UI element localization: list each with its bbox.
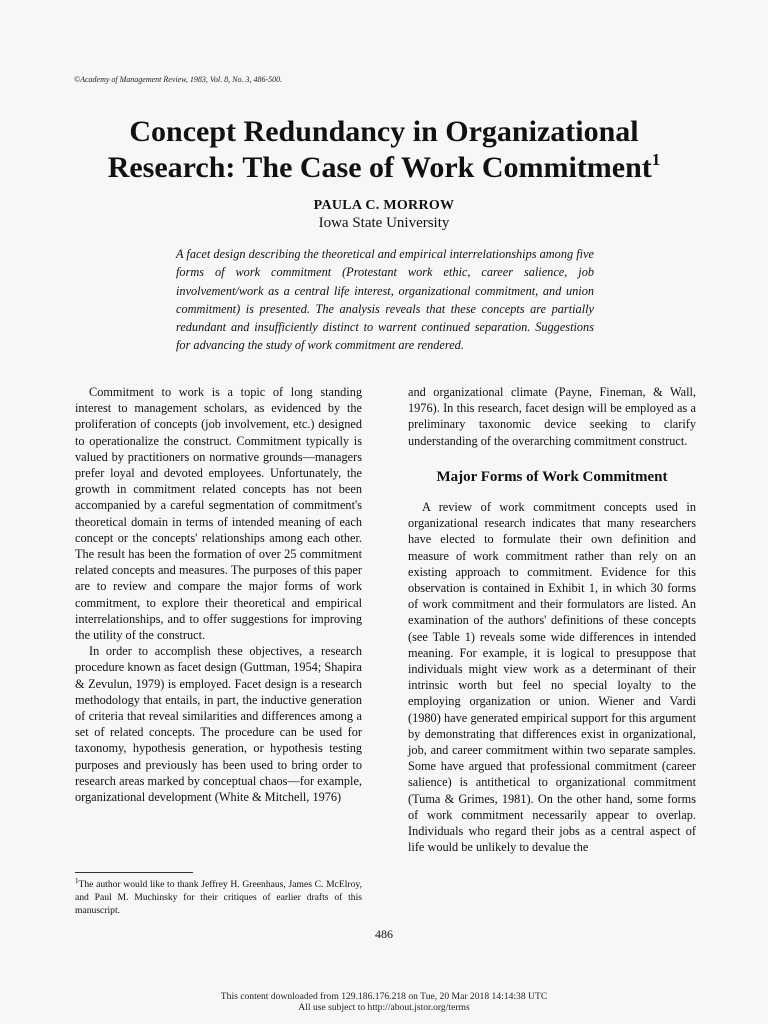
download-notice — [0, 992, 768, 1013]
body-paragraph: In order to accomplish these objectives, a research procedure known as facet design (Guttman, 1954; Shapira & Zevulun, 1979) is employed. Facet design is a research methodology that entails, in part, the inductive generation of criteria that reveal similarities and differences among a set of related concepts. The procedure can be used for taxonomy, hypothesis generation, or hypothesis testing purposes and previously has been used to bring order to research areas marked by conceptual chaos—for example, organizational development (White & Mitchell, 1976) — [75, 644, 362, 805]
body-paragraph: Commitment to work is a topic of long standing interest to management scholars, as evidenced by the proliferation of concepts (job involvement, etc.) designed to operationalize the construct. Commitment typically is valued by practitioners on normative grounds—managers prefer loyal and devoted employees. Unfortunately, the growth in commitment related concepts has not been accompanied by a careful segmentation of commitment's theoretical domain in terms of intended meaning of each concept or the concepts' relationships among each other. The result has been the formation of over 25 commitment related concepts and measures. The purposes of this paper are to review and compare the major forms of work commitment, to explore their theoretical and empirical interrelationships, and to offer suggestions for improving the utility of the construct. — [75, 385, 362, 643]
right-column — [408, 384, 696, 855]
title-line-2: Research: The Case of Work Commitment — [107, 151, 652, 184]
download-line-1: This content downloaded from 129.186.176.218 on Tue, 20 Mar 2018 14:14:38 UTC — [220, 991, 548, 1002]
body-paragraph: and organizational climate (Payne, Fineman, & Wall, 1976). In this research, facet design will be employed as a preliminary taxonomic device seeking to clarify understanding of the overarching commitment construct. — [408, 385, 696, 448]
footnote-text: The author would like to thank Jeffrey H. Greenhaus, James C. McElroy, and Paul M. Muchinsky for their critiques of earlier drafts of this manuscript. — [75, 879, 362, 916]
article-title — [60, 114, 708, 186]
page-number: 486 — [375, 927, 393, 941]
abstract: A facet design describing the theoretical and empirical interrelationships among five forms of work commitment (Protestant work ethic, career salience, job involvement/work as a central life interest, organizational commitment, and union commitment) is presented. The analysis reveals that these concepts are partially redundant and insufficiently distinct to warrent continued separation. Suggestions for advancing the study of work commitment are rendered. — [176, 247, 594, 353]
author-affiliation: Iowa State University — [318, 215, 450, 231]
footnote — [75, 878, 362, 917]
author-name: PAULA C. MORROW — [313, 198, 455, 213]
journal-citation: ©Academy of Management Review, 1983, Vol. 8, No. 3, 486-500. — [74, 75, 283, 84]
title-line-1: Concept Redundancy in Organizational — [129, 115, 639, 148]
footnote-mark: 1 — [75, 877, 79, 885]
left-column — [75, 384, 362, 805]
footnote-divider — [75, 872, 193, 873]
title-footnote-mark: 1 — [651, 150, 661, 169]
section-heading: Major Forms of Work Commitment — [436, 468, 668, 485]
download-line-2: All use subject to http://about.jstor.org/terms — [298, 1001, 470, 1013]
body-paragraph: A review of work commitment concepts used in organizational research indicates that many researchers have elected to formulate their own definition and measure of work commitment rather than rely on an existing approach to commitment. Evidence for this observation is contained in Exhibit 1, in which 30 forms of work commitment and their formulators are listed. An examination of the authors' definitions of these concepts (see Table 1) reveals some wide differences in intended meaning. For example, it is logical to presuppose that individuals might view work as a determinant of their intrinsic worth but feel no special loyalty to the employing organization or union. Wiener and Vardi (1980) have generated empirical support for this argument by demonstrating that differences exist in organizational, job, and career commitment within two separate samples. Some have argued that professional commitment (career salience) is antithetical to organizational commitment (Tuma & Grimes, 1981). On the other hand, some forms of work commitment necessarily appear to overlap. Individuals who regard their jobs as a central aspect of life would be unlikely to devalue the — [408, 500, 696, 855]
